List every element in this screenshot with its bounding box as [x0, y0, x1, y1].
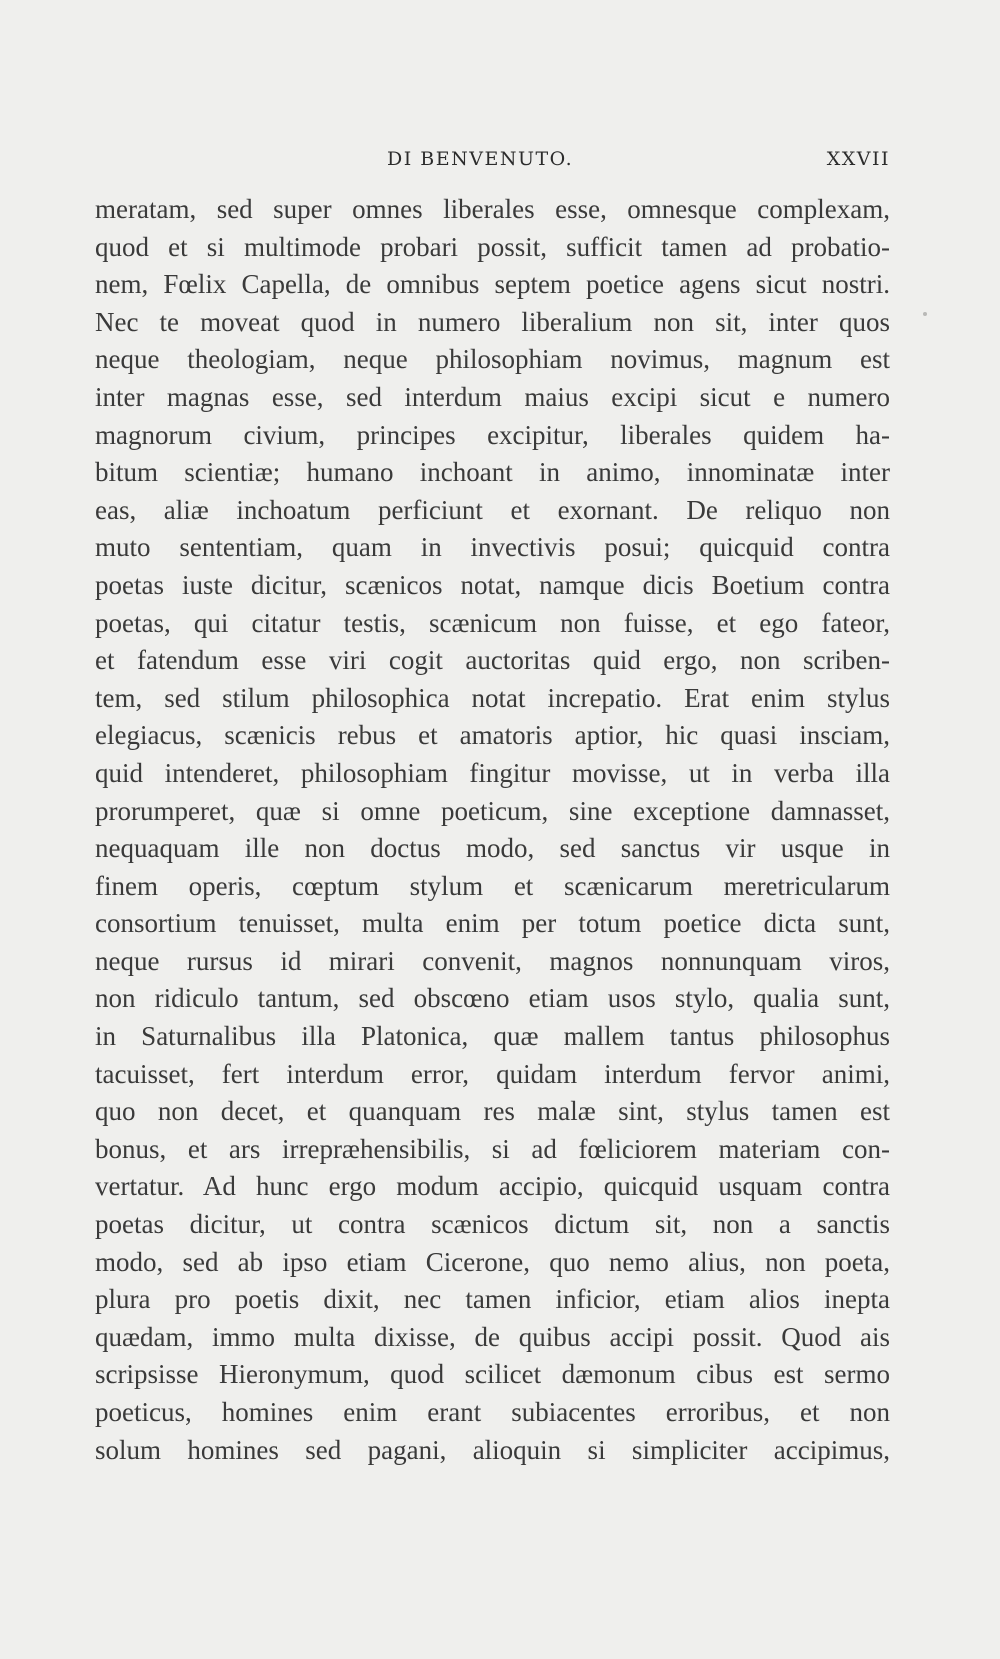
- paper-speck: [923, 312, 927, 316]
- text-line: quædam, immo multa dixisse, de quibus accipi possit. Quod ais: [95, 1321, 890, 1352]
- text-line: tacuisset, fert interdum error, quidam interdum fervor animi,: [95, 1058, 890, 1089]
- text-line: tem, sed stilum philosophica notat increpatio. Erat enim stylus: [95, 682, 890, 713]
- text-line: neque rursus id mirari convenit, magnos nonnunquam viros,: [95, 945, 890, 976]
- text-line: magnorum civium, principes excipitur, liberales quidem ha-: [95, 419, 890, 450]
- text-line: muto sententiam, quam in invectivis posui; quicquid contra: [95, 532, 890, 563]
- text-line: prorumperet, quæ si omne poeticum, sine exceptione damnasset,: [95, 795, 890, 826]
- text-line: neque theologiam, neque philosophiam novimus, magnum est: [95, 344, 890, 375]
- text-line: bonus, et ars irrepræhensibilis, si ad fœliciorem materiam con-: [95, 1133, 890, 1164]
- text-line: poetas iuste dicitur, scænicos notat, namque dicis Boetium contra: [95, 569, 890, 600]
- text-line: nequaquam ille non doctus modo, sed sanctus vir usque in: [95, 833, 890, 864]
- text-line: solum homines sed pagani, alioquin si simpliciter accipimus,: [95, 1434, 890, 1465]
- text-line: nem, Fœlix Capella, de omnibus septem poetice agens sicut nostri.: [95, 269, 890, 300]
- text-line: consortium tenuisset, multa enim per totum poetice dicta sunt,: [95, 908, 890, 939]
- text-line: elegiacus, scænicis rebus et amatoris aptior, hic quasi insciam,: [95, 720, 890, 751]
- text-line: scripsisse Hieronymum, quod scilicet dæmonum cibus est sermo: [95, 1359, 890, 1390]
- text-line: quod et si multimode probari possit, sufficit tamen ad probatio-: [95, 231, 890, 262]
- text-line: poetas, qui citatur testis, scænicum non fuisse, et ego fateor,: [95, 607, 890, 638]
- text-line: plura pro poetis dixit, nec tamen inficior, etiam alios inepta: [95, 1284, 890, 1315]
- text-line: bitum scientiæ; humano inchoant in animo, innominatæ inter: [95, 457, 890, 488]
- text-line: et fatendum esse viri cogit auctoritas quid ergo, non scriben-: [95, 645, 890, 676]
- text-line: modo, sed ab ipso etiam Cicerone, quo nemo alius, non poeta,: [95, 1246, 890, 1277]
- text-line: vertatur. Ad hunc ergo modum accipio, quicquid usquam contra: [95, 1171, 890, 1202]
- text-line: Nec te moveat quod in numero liberalium non sit, inter quos: [95, 306, 890, 337]
- text-line: quid intenderet, philosophiam fingitur movisse, ut in verba illa: [95, 757, 890, 788]
- page-number: XXVII: [826, 148, 890, 170]
- text-line: eas, aliæ inchoatum perficiunt et exornant. De reliquo non: [95, 494, 890, 525]
- text-line: meratam, sed super omnes liberales esse, omnesque complexam,: [95, 194, 890, 224]
- text-line: inter magnas esse, sed interdum maius excipi sicut e numero: [95, 381, 890, 412]
- text-line: non ridiculo tantum, sed obscœno etiam usos stylo, qualia sunt,: [95, 983, 890, 1014]
- text-line: poeticus, homines enim erant subiacentes erroribus, et non: [95, 1397, 890, 1427]
- body-text: [95, 191, 890, 1469]
- text-line: in Saturnalibus illa Platonica, quæ mallem tantus philosophus: [95, 1021, 890, 1052]
- text-line: quo non decet, et quanquam res malæ sint, stylus tamen est: [95, 1096, 890, 1127]
- text-line: poetas dicitur, ut contra scænicos dictum sit, non a sanctis: [95, 1209, 890, 1240]
- running-title: DI BENVENUTO.: [387, 148, 574, 170]
- text-line: finem operis, cœptum stylum et scænicarum meretricularum: [95, 870, 890, 901]
- running-head: [95, 148, 890, 178]
